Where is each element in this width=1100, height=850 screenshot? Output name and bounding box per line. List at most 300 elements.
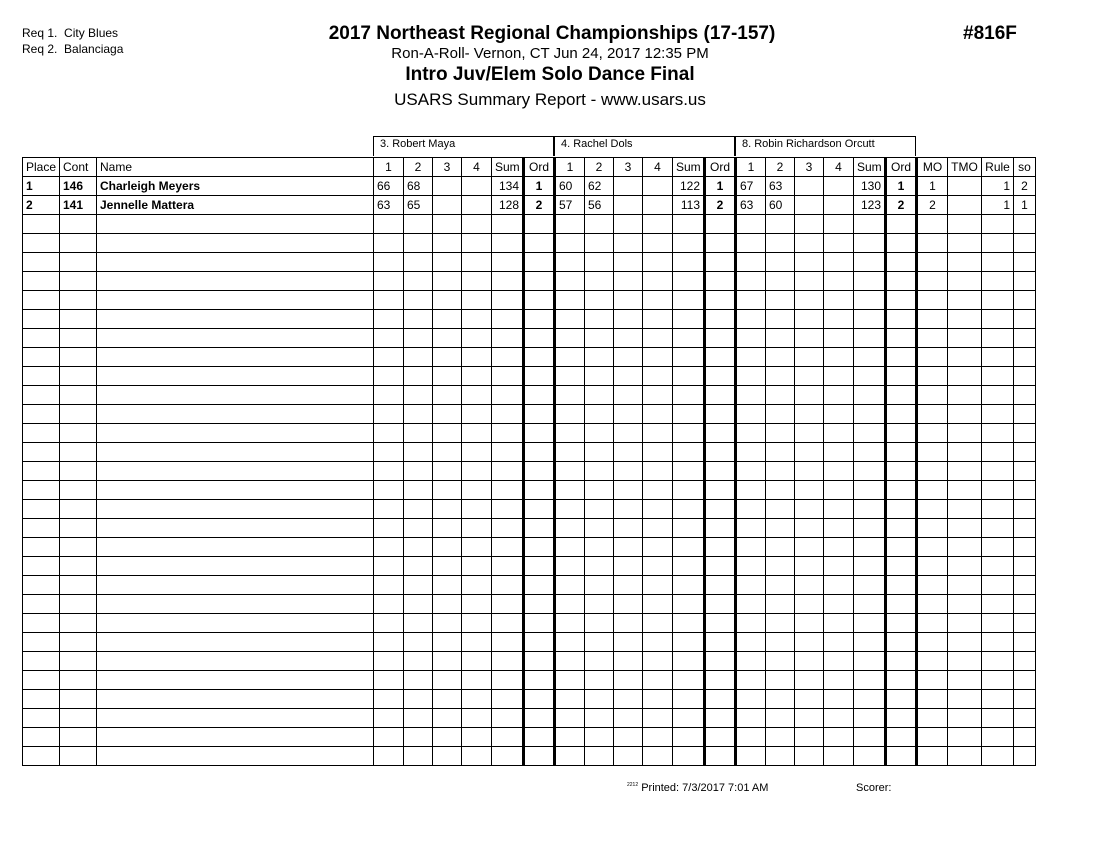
so-cell (1014, 272, 1036, 291)
empty-row (23, 443, 1036, 462)
score-3-cell (795, 633, 824, 652)
name-cell (97, 443, 374, 462)
sum-cell: 130 (854, 177, 886, 196)
ordinal-cell (524, 557, 555, 576)
score-2-cell (766, 614, 795, 633)
score-3-cell (433, 595, 462, 614)
ordinal-cell (524, 386, 555, 405)
score-4-cell (462, 291, 492, 310)
score-2-cell (404, 500, 433, 519)
score-2-cell (585, 500, 614, 519)
tmo-cell (948, 519, 982, 538)
sum-cell (673, 519, 705, 538)
score-2-cell (404, 633, 433, 652)
name-cell (97, 595, 374, 614)
empty-row (23, 595, 1036, 614)
score-2-cell (766, 405, 795, 424)
empty-row (23, 614, 1036, 633)
name-cell: Jennelle Mattera (97, 196, 374, 215)
score-3-cell (795, 367, 824, 386)
so-cell (1014, 215, 1036, 234)
ordinal-cell (705, 481, 736, 500)
tmo-cell (948, 595, 982, 614)
sum-cell (854, 291, 886, 310)
rule-cell (982, 405, 1014, 424)
sum-cell (492, 462, 524, 481)
ordinal-cell (705, 405, 736, 424)
score-2-cell (585, 443, 614, 462)
score-1-cell (736, 272, 766, 291)
score-4-cell (462, 405, 492, 424)
score-1-cell (374, 367, 404, 386)
rule-cell (982, 652, 1014, 671)
ordinal-cell (886, 253, 917, 272)
score-4-cell (643, 690, 673, 709)
score-3-cell (433, 671, 462, 690)
score-2-cell (585, 747, 614, 766)
sum-cell (673, 500, 705, 519)
mo-cell (917, 443, 948, 462)
sum-cell (673, 348, 705, 367)
ordinal-cell (524, 690, 555, 709)
score-1-cell (374, 348, 404, 367)
tmo-cell (948, 747, 982, 766)
score-3-cell (433, 709, 462, 728)
name-cell (97, 424, 374, 443)
score-1-cell: 63 (374, 196, 404, 215)
tmo-cell (948, 462, 982, 481)
score-2-cell (766, 272, 795, 291)
empty-row (23, 291, 1036, 310)
ordinal-cell (705, 671, 736, 690)
score-3-cell (614, 443, 643, 462)
sum-cell (492, 481, 524, 500)
place-cell (23, 462, 60, 481)
col-cont: Cont (60, 158, 97, 177)
ordinal-cell (705, 386, 736, 405)
score-1-cell (374, 291, 404, 310)
ordinal-cell: 2 (886, 196, 917, 215)
judge-header-2: 4. Rachel Dols (554, 136, 735, 156)
score-2-cell (585, 310, 614, 329)
empty-row (23, 272, 1036, 291)
ordinal-cell (524, 747, 555, 766)
score-2-cell (766, 424, 795, 443)
score-3-cell (795, 177, 824, 196)
sum-cell (673, 443, 705, 462)
mo-cell (917, 557, 948, 576)
score-3-cell (614, 671, 643, 690)
score-2-cell (585, 576, 614, 595)
score-4-cell (462, 500, 492, 519)
place-cell (23, 367, 60, 386)
footer-printed (627, 782, 768, 794)
score-1-cell (736, 367, 766, 386)
score-1-cell (736, 329, 766, 348)
so-cell: 1 (1014, 196, 1036, 215)
sum-cell (673, 576, 705, 595)
tmo-cell (948, 500, 982, 519)
rule-cell (982, 747, 1014, 766)
mo-cell (917, 462, 948, 481)
score-3-cell (433, 519, 462, 538)
col-j3-3: 3 (795, 158, 824, 177)
name-cell (97, 329, 374, 348)
so-cell (1014, 671, 1036, 690)
place-cell (23, 747, 60, 766)
cont-cell (60, 443, 97, 462)
tmo-cell (948, 481, 982, 500)
score-1-cell (374, 386, 404, 405)
score-1-cell (736, 557, 766, 576)
tmo-cell (948, 633, 982, 652)
mo-cell: 2 (917, 196, 948, 215)
ordinal-cell (886, 728, 917, 747)
score-2-cell (585, 215, 614, 234)
score-2-cell (585, 386, 614, 405)
cont-cell (60, 538, 97, 557)
cont-cell (60, 253, 97, 272)
so-cell (1014, 329, 1036, 348)
mo-cell (917, 386, 948, 405)
score-4-cell (643, 538, 673, 557)
place-cell (23, 538, 60, 557)
ordinal-cell (886, 272, 917, 291)
sum-cell (854, 424, 886, 443)
score-2-cell (766, 481, 795, 500)
score-4-cell (824, 709, 854, 728)
score-2-cell (404, 728, 433, 747)
ordinal-cell (705, 576, 736, 595)
sum-cell (492, 747, 524, 766)
score-4-cell (643, 177, 673, 196)
score-3-cell (795, 424, 824, 443)
score-1-cell (736, 253, 766, 272)
score-3-cell (433, 481, 462, 500)
score-1-cell (736, 538, 766, 557)
score-2-cell (766, 234, 795, 253)
sum-cell (854, 329, 886, 348)
sum-cell (492, 709, 524, 728)
score-3-cell (433, 690, 462, 709)
sum-cell: 128 (492, 196, 524, 215)
score-3-cell (433, 500, 462, 519)
sum-cell (673, 747, 705, 766)
score-2-cell (404, 557, 433, 576)
score-3-cell (795, 576, 824, 595)
score-3-cell (795, 310, 824, 329)
score-1-cell (555, 462, 585, 481)
cont-cell (60, 633, 97, 652)
score-1-cell (555, 329, 585, 348)
name-cell (97, 747, 374, 766)
rule-cell (982, 310, 1014, 329)
name-cell (97, 234, 374, 253)
score-4-cell (824, 253, 854, 272)
score-3-cell (795, 462, 824, 481)
cont-cell (60, 234, 97, 253)
ordinal-cell (524, 633, 555, 652)
ordinal-cell (524, 367, 555, 386)
score-2-cell (404, 443, 433, 462)
so-cell (1014, 595, 1036, 614)
sum-cell (854, 500, 886, 519)
score-4-cell (824, 557, 854, 576)
ordinal-cell: 2 (524, 196, 555, 215)
score-1-cell (736, 405, 766, 424)
score-3-cell (433, 272, 462, 291)
col-j3-ord: Ord (886, 158, 917, 177)
score-1-cell (736, 709, 766, 728)
ordinal-cell (524, 443, 555, 462)
cont-cell (60, 272, 97, 291)
score-2-cell (404, 386, 433, 405)
score-3-cell (795, 215, 824, 234)
sum-cell (854, 671, 886, 690)
score-2-cell (404, 253, 433, 272)
score-3-cell (433, 405, 462, 424)
sum-cell (673, 310, 705, 329)
score-2-cell (585, 291, 614, 310)
score-4-cell (462, 310, 492, 329)
score-3-cell (795, 747, 824, 766)
score-1-cell (374, 728, 404, 747)
col-j2-1: 1 (555, 158, 585, 177)
tmo-cell (948, 272, 982, 291)
score-4-cell (643, 272, 673, 291)
score-1-cell (736, 386, 766, 405)
mo-cell (917, 500, 948, 519)
ordinal-cell (705, 310, 736, 329)
so-cell (1014, 481, 1036, 500)
score-3-cell (614, 728, 643, 747)
sum-cell (854, 367, 886, 386)
mo-cell (917, 234, 948, 253)
ordinal-cell (886, 367, 917, 386)
score-1-cell (736, 576, 766, 595)
rule-cell (982, 367, 1014, 386)
place-cell (23, 329, 60, 348)
score-3-cell (614, 215, 643, 234)
ordinal-cell (524, 652, 555, 671)
score-4-cell (462, 272, 492, 291)
score-1-cell (374, 462, 404, 481)
name-cell (97, 462, 374, 481)
cont-cell (60, 671, 97, 690)
empty-row (23, 462, 1036, 481)
empty-row (23, 424, 1036, 443)
sum-cell (673, 405, 705, 424)
empty-row (23, 709, 1036, 728)
so-cell (1014, 310, 1036, 329)
cont-cell (60, 614, 97, 633)
score-2-cell (404, 348, 433, 367)
score-2-cell (404, 424, 433, 443)
mo-cell (917, 348, 948, 367)
col-j2-ord: Ord (705, 158, 736, 177)
ordinal-cell (524, 709, 555, 728)
score-1-cell (736, 291, 766, 310)
so-cell (1014, 538, 1036, 557)
score-2-cell: 62 (585, 177, 614, 196)
rule-cell (982, 329, 1014, 348)
score-2-cell (404, 234, 433, 253)
score-2-cell (585, 671, 614, 690)
rule-cell (982, 557, 1014, 576)
sum-cell (854, 747, 886, 766)
so-cell (1014, 405, 1036, 424)
score-3-cell (795, 595, 824, 614)
col-mo: MO (917, 158, 948, 177)
ordinal-cell (886, 462, 917, 481)
score-4-cell (643, 576, 673, 595)
sum-cell (492, 633, 524, 652)
sum-cell (492, 386, 524, 405)
score-2-cell (585, 348, 614, 367)
sum-cell (673, 728, 705, 747)
score-2-cell (404, 614, 433, 633)
tmo-cell (948, 614, 982, 633)
score-1-cell (555, 443, 585, 462)
empty-row (23, 519, 1036, 538)
place-cell (23, 709, 60, 728)
mo-cell (917, 329, 948, 348)
rule-cell (982, 386, 1014, 405)
name-cell (97, 215, 374, 234)
mo-cell (917, 614, 948, 633)
score-1-cell (555, 481, 585, 500)
sum-cell (673, 215, 705, 234)
score-1-cell (374, 481, 404, 500)
so-cell: 2 (1014, 177, 1036, 196)
score-2-cell (585, 424, 614, 443)
score-3-cell (614, 310, 643, 329)
score-4-cell (824, 367, 854, 386)
tmo-cell (948, 234, 982, 253)
ordinal-cell (705, 215, 736, 234)
score-3-cell (433, 348, 462, 367)
rule-cell (982, 348, 1014, 367)
cont-cell (60, 690, 97, 709)
score-3-cell (795, 538, 824, 557)
col-place: Place (23, 158, 60, 177)
score-2-cell (766, 519, 795, 538)
score-1-cell (374, 329, 404, 348)
score-4-cell (643, 557, 673, 576)
score-2-cell (585, 709, 614, 728)
ordinal-cell (524, 728, 555, 747)
score-1-cell (555, 310, 585, 329)
mo-cell (917, 652, 948, 671)
tmo-cell (948, 405, 982, 424)
score-4-cell (643, 367, 673, 386)
score-4-cell (643, 348, 673, 367)
sum-cell: 134 (492, 177, 524, 196)
ordinal-cell (886, 614, 917, 633)
cont-cell (60, 747, 97, 766)
tmo-cell (948, 671, 982, 690)
score-2-cell (766, 367, 795, 386)
rule-cell (982, 500, 1014, 519)
score-2-cell (404, 329, 433, 348)
empty-row (23, 538, 1036, 557)
mo-cell (917, 310, 948, 329)
score-3-cell (614, 538, 643, 557)
score-4-cell (643, 234, 673, 253)
rule-cell (982, 671, 1014, 690)
score-4-cell (643, 595, 673, 614)
score-3-cell (614, 614, 643, 633)
name-cell (97, 557, 374, 576)
score-2-cell (404, 291, 433, 310)
sum-cell (854, 443, 886, 462)
score-2-cell (404, 709, 433, 728)
score-3-cell (614, 519, 643, 538)
score-1-cell (736, 443, 766, 462)
so-cell (1014, 728, 1036, 747)
empty-row (23, 633, 1036, 652)
mo-cell (917, 253, 948, 272)
request-2: Req 2. Balanciaga (22, 42, 124, 56)
score-3-cell (614, 405, 643, 424)
score-4-cell (462, 595, 492, 614)
place-cell (23, 253, 60, 272)
score-4-cell (462, 576, 492, 595)
sum-cell (673, 633, 705, 652)
ordinal-cell (886, 291, 917, 310)
ordinal-cell (886, 538, 917, 557)
score-2-cell (766, 253, 795, 272)
score-4-cell (462, 253, 492, 272)
ordinal-cell (524, 519, 555, 538)
rule-cell (982, 481, 1014, 500)
score-4-cell (462, 215, 492, 234)
score-3-cell (614, 253, 643, 272)
ordinal-cell: 1 (524, 177, 555, 196)
score-3-cell (795, 386, 824, 405)
ordinal-cell (886, 405, 917, 424)
ordinal-cell (886, 519, 917, 538)
score-2-cell (404, 462, 433, 481)
mo-cell (917, 690, 948, 709)
place-cell (23, 481, 60, 500)
score-3-cell (795, 500, 824, 519)
score-4-cell (643, 291, 673, 310)
ordinal-cell (705, 462, 736, 481)
score-1-cell (736, 215, 766, 234)
score-3-cell (795, 253, 824, 272)
score-4-cell (824, 671, 854, 690)
empty-row (23, 652, 1036, 671)
score-4-cell (824, 595, 854, 614)
tmo-cell (948, 443, 982, 462)
score-1-cell (736, 310, 766, 329)
sum-cell (673, 272, 705, 291)
sum-cell (492, 424, 524, 443)
ordinal-cell (705, 747, 736, 766)
name-cell (97, 690, 374, 709)
cont-cell (60, 728, 97, 747)
sum-cell (673, 595, 705, 614)
sum-cell (854, 576, 886, 595)
cont-cell (60, 348, 97, 367)
score-1-cell (736, 424, 766, 443)
score-2-cell (766, 386, 795, 405)
score-1-cell: 57 (555, 196, 585, 215)
sum-cell (854, 652, 886, 671)
place-cell (23, 614, 60, 633)
empty-row (23, 253, 1036, 272)
